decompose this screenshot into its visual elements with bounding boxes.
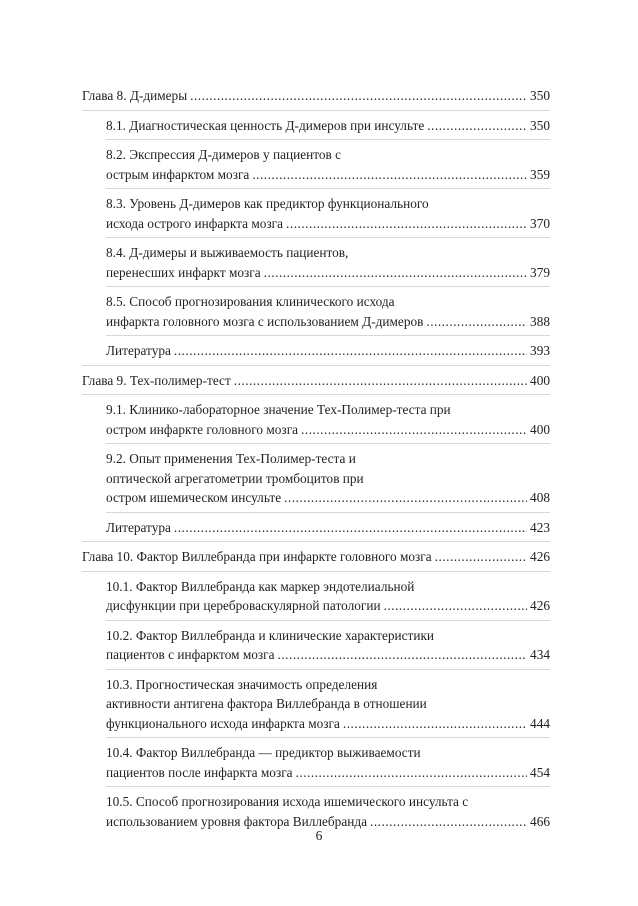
toc-entry-last-line — [106, 214, 550, 234]
dot-leader — [252, 165, 527, 185]
dot-leader — [174, 518, 527, 538]
toc-entry-title-line: пациентов с инфарктом мозга — [106, 647, 275, 662]
toc-page-number: 400 — [530, 372, 550, 388]
toc-page-number: 370 — [530, 215, 550, 231]
toc-page-number: 350 — [530, 88, 550, 103]
dot-leader — [190, 86, 527, 106]
divider — [106, 512, 550, 513]
dot-leader — [278, 645, 528, 665]
toc-entry-title-line: Литература — [106, 519, 171, 535]
toc-entry-title-line: 8.3. Уровень Д-димеров как предиктор функционального — [106, 196, 429, 211]
toc-page-number: 359 — [530, 166, 550, 182]
toc-entry-title-line: Глава 9. Тех-полимер-тест — [82, 372, 231, 388]
divider — [106, 786, 550, 787]
dot-leader — [435, 547, 527, 567]
toc-entry-title-line: 10.2. Фактор Виллебранда и клинические характеристики — [106, 627, 435, 643]
dot-leader — [301, 420, 527, 440]
toc-entry-title-line: 8.2. Экспрессия Д-димеров у пациентов с — [106, 147, 342, 162]
toc-section-entry — [106, 449, 550, 508]
divider — [106, 188, 550, 189]
toc-entry-last-line — [106, 420, 550, 440]
toc-entry-title-line: 9.1. Клинико-лабораторное значение Тех-Полимер-теста при — [106, 402, 451, 417]
toc-section-entry — [106, 577, 550, 616]
toc-entry-last-line — [106, 165, 550, 185]
toc-entry-title-line: 10.4. Фактор Виллебранда — предиктор выживаемости — [106, 745, 421, 760]
toc-entry-title-line: острым инфарктом мозга — [106, 166, 250, 182]
divider — [106, 669, 550, 670]
toc-entry-title-line: Глава 10. Фактор Виллебранда при инфаркте головного мозга — [82, 549, 432, 564]
toc-entry-title-line: Литература — [106, 343, 171, 358]
dot-leader — [284, 488, 527, 508]
dot-leader — [174, 341, 527, 361]
toc-page-number: 466 — [530, 813, 550, 829]
dot-leader — [296, 763, 527, 783]
toc-entry-title-line: дисфункции при цереброваскулярной патологии — [106, 598, 381, 613]
toc-entry-title-line: исхода острого инфаркта мозга — [106, 215, 284, 231]
table-of-contents — [82, 86, 550, 831]
toc-entry-last-line — [106, 714, 550, 734]
dot-leader — [384, 596, 527, 616]
toc-entry-title-line: функционального исхода инфаркта мозга — [106, 715, 340, 731]
toc-entry-title-line: активности антигена фактора Виллебранда в отношении — [106, 696, 427, 711]
toc-entry-title-line: 10.1. Фактор Виллебранда как маркер эндотелиальной — [106, 578, 415, 594]
dot-leader — [234, 371, 527, 391]
toc-page-number: 393 — [530, 343, 550, 358]
divider — [106, 335, 550, 336]
divider — [106, 737, 550, 738]
toc-entry-title-line: Глава 8. Д-димеры — [82, 88, 188, 103]
toc-page-number: 408 — [530, 490, 550, 505]
toc-section-entry — [106, 626, 550, 665]
toc-entry-last-line — [106, 645, 550, 665]
toc-page-number: 350 — [530, 117, 550, 133]
divider — [82, 394, 550, 395]
divider — [82, 365, 550, 366]
page-number: 6 — [315, 828, 323, 843]
toc-entry-last-line — [106, 116, 550, 136]
toc-entry-last-line — [106, 518, 550, 538]
toc-entry-last-line — [106, 263, 550, 283]
divider — [82, 571, 550, 572]
toc-section-entry — [106, 194, 550, 233]
divider — [106, 286, 550, 287]
toc-page-number: 388 — [530, 313, 550, 329]
dot-leader — [286, 214, 527, 234]
toc-entry-last-line — [106, 312, 550, 332]
toc-page-number: 444 — [530, 715, 550, 731]
toc-page-number: 434 — [530, 647, 550, 662]
toc-entry-title-line: использованием уровня фактора Виллебранда — [106, 813, 368, 829]
toc-page-number: 454 — [530, 764, 550, 780]
divider — [106, 139, 550, 140]
toc-page-number: 379 — [530, 264, 550, 280]
dot-leader — [427, 116, 527, 136]
toc-entry-last-line — [106, 763, 550, 783]
toc-entry-title-line: 8.1. Диагностическая ценность Д-димеров при инсульте — [106, 117, 425, 133]
toc-page-number: 426 — [530, 549, 550, 564]
toc-entry-last-line — [106, 341, 550, 361]
toc-section-entry — [106, 792, 550, 831]
toc-section-entry — [106, 116, 550, 136]
toc-page-number: 426 — [530, 598, 550, 613]
toc-chapter-entry — [82, 86, 550, 106]
divider — [106, 237, 550, 238]
toc-page-number: 423 — [530, 519, 550, 535]
divider — [82, 541, 550, 542]
toc-chapter-entry — [82, 547, 550, 567]
toc-entry-title-line: остром инфаркте головного мозга — [106, 421, 299, 437]
toc-section-entry — [106, 675, 550, 734]
toc-entry-last-line — [82, 86, 550, 106]
divider — [106, 443, 550, 444]
toc-section-entry — [106, 518, 550, 538]
toc-entry-title-line: 9.2. Опыт применения Тех-Полимер-теста и — [106, 451, 356, 466]
toc-page-number: 400 — [530, 421, 550, 437]
toc-entry-title-line: остром ишемическом инсульте — [106, 490, 282, 505]
toc-entry-title-line: пациентов после инфаркта мозга — [106, 764, 293, 780]
toc-entry-last-line — [82, 371, 550, 391]
toc-section-entry — [106, 743, 550, 782]
toc-entry-last-line — [106, 596, 550, 616]
divider — [106, 620, 550, 621]
toc-section-entry — [106, 292, 550, 331]
toc-section-entry — [106, 145, 550, 184]
dot-leader — [264, 263, 527, 283]
toc-section-entry — [106, 243, 550, 282]
toc-entry-last-line — [106, 488, 550, 508]
toc-section-entry — [106, 341, 550, 361]
toc-entry-title-line: инфаркта головного мозга с использованием Д-димеров — [106, 313, 424, 329]
toc-entry-title-line: 10.5. Способ прогнозирования исхода ишемического инсульта с — [106, 794, 469, 809]
toc-section-entry — [106, 400, 550, 439]
toc-chapter-entry — [82, 371, 550, 391]
toc-entry-title-line: оптической агрегатометрии тромбоцитов при — [106, 470, 364, 486]
toc-entry-title-line: 10.3. Прогностическая значимость определения — [106, 676, 378, 692]
toc-entry-title-line: перенесших инфаркт мозга — [106, 264, 261, 280]
dot-leader — [426, 312, 527, 332]
toc-entry-title-line: 8.4. Д-димеры и выживаемость пациентов, — [106, 245, 349, 260]
toc-entry-last-line — [82, 547, 550, 567]
dot-leader — [343, 714, 527, 734]
toc-entry-title-line: 8.5. Способ прогнозирования клинического исхода — [106, 294, 395, 309]
divider — [82, 110, 550, 111]
